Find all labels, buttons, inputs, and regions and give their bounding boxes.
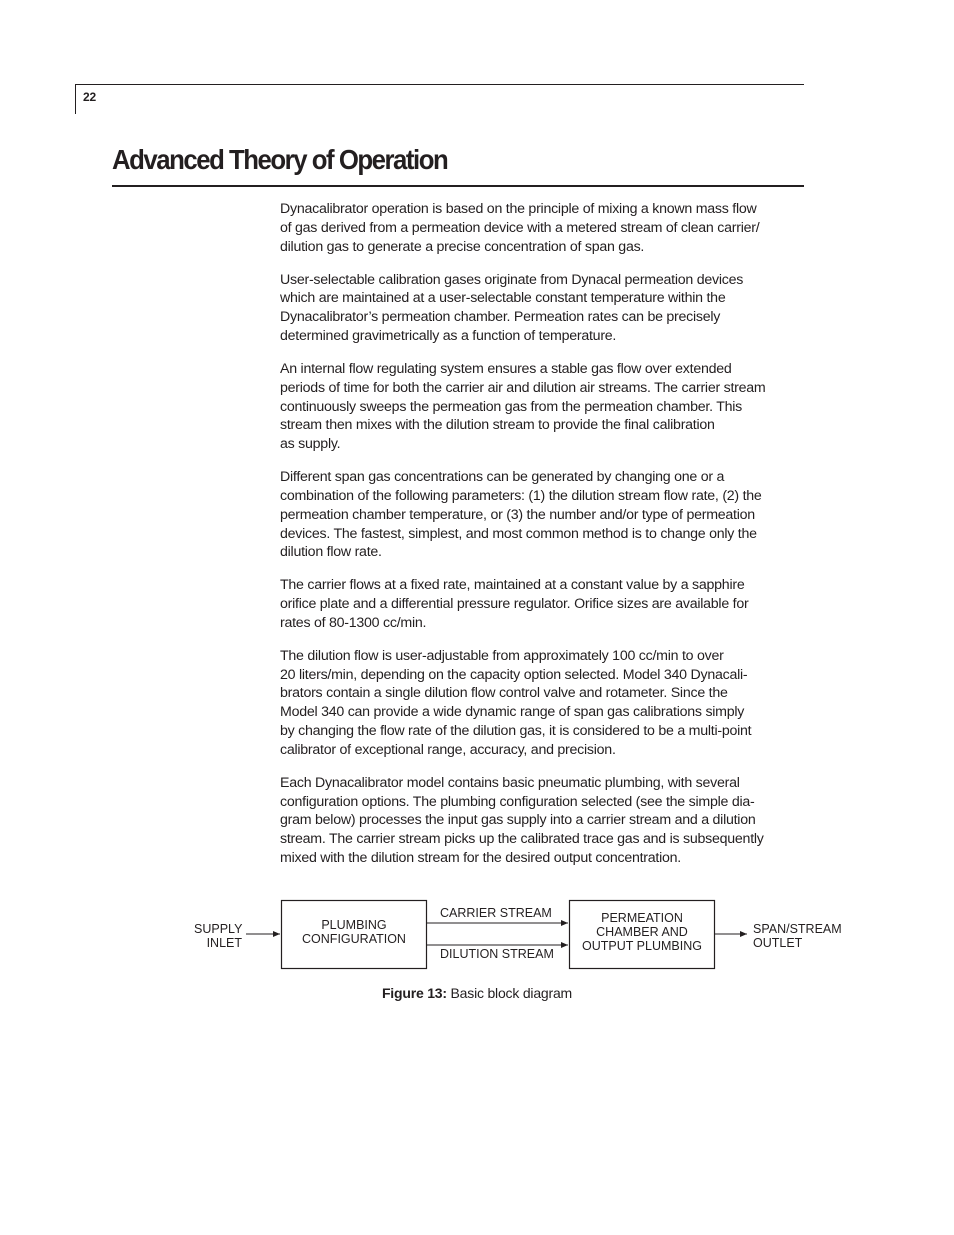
paragraph: User-selectable calibration gases originate from Dynacal permeation devices which are maintained at a user-selectable constant temperature within the Dynacalibrator’s permeation chamber. Permeation rates can be precisely determined gravimetrically as a function of temperature. <box>280 271 744 344</box>
title-rule <box>112 185 804 187</box>
page-number: 22 <box>83 90 96 104</box>
carrier-stream-label: CARRIER STREAM <box>440 906 552 920</box>
outlet-line: OUTLET <box>753 936 803 950</box>
paragraph: The dilution flow is user-adjustable from approximately 100 cc/min to over 20 liters/min, depending on the capacity option selected. Model 340 Dynacali- brators contain a single dilution flow control valve and rotameter. Since the Model 340 can provide a wide dynamic range of span gas calibrations simply by changing the flow rate of the dilution gas, it is considered to be a multi-point calibrator of exceptional range, accuracy, and precision. <box>280 647 752 758</box>
page-number-tab-rule <box>75 84 76 114</box>
permeation-chamber-label: PERMEATION CHAMBER AND OUTPUT PLUMBING <box>582 911 702 953</box>
span-stream-outlet-label <box>753 922 842 950</box>
page-title: Advanced Theory of Operation <box>112 144 448 175</box>
body-text <box>280 200 808 882</box>
paragraph: Different span gas concentrations can be generated by changing one or a combination of the following parameters: (1) the dilution stream flow rate, (2) the permeation chamber temperature, or (3) the number and/or type of permeation devices. The fastest, simplest, and most common method is to change only the dilution flow rate. <box>280 469 762 561</box>
paragraph: The carrier flows at a fixed rate, maintained at a constant value by a sapphire orifice plate and a differential pressure regulator. Orifice sizes are available for rates of 80-1300 cc/min. <box>280 577 749 631</box>
figure-caption <box>0 985 954 1001</box>
header-rule <box>75 84 804 85</box>
paragraph: Each Dynacalibrator model contains basic pneumatic plumbing, with several configuration options. The plumbing configuration selected (see the simple dia- gram below) processes the input gas supply into a carrier stream and a dilution stream. The carrier stream picks up the calibrated trace gas and is subsequently mixed with the dilution stream for the desired output concentration. <box>280 774 764 867</box>
plumbing-configuration-label: PLUMBING CONFIGURATION <box>302 918 406 946</box>
paragraph: Dynacalibrator operation is based on the principle of mixing a known mass flow of gas derived from a permeation device with a metered stream of clean carrier/ dilution gas to generate a precise concentration of span gas. <box>280 201 760 255</box>
figure-caption-label: Figure 13: <box>381 985 447 1001</box>
figure-caption-text: Basic block diagram <box>446 985 573 1001</box>
outlet-line: SPAN/STREAM <box>753 922 842 936</box>
block-diagram <box>180 892 860 982</box>
supply-inlet-line: INLET <box>206 936 242 950</box>
paragraph: An internal flow regulating system ensures a stable gas flow over extended periods of time for both the carrier air and dilution air streams. The carrier stream continuously sweeps the permeation gas from the permeation chamber. This stream then mixes with the dilution stream to provide the final calibration as supply. <box>280 360 766 453</box>
supply-inlet-label <box>194 922 242 950</box>
dilution-stream-label: DILUTION STREAM <box>440 947 554 961</box>
supply-inlet-line: SUPPLY <box>194 922 243 936</box>
